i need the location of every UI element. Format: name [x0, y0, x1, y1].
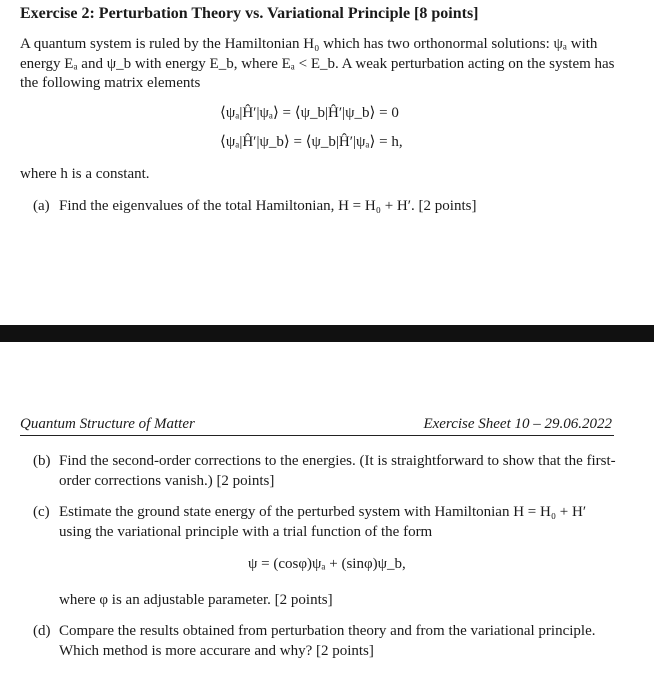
sheet-header-rule [20, 435, 614, 436]
equation-offdiagonal-elements: ⟨ψₐ|Ĥ′|ψ_b⟩ = ⟨ψ_b|Ĥ′|ψₐ⟩ = h, [220, 134, 403, 150]
part-d [33, 622, 618, 661]
equation-diagonal-elements: ⟨ψₐ|Ĥ′|ψₐ⟩ = ⟨ψ_b|Ĥ′|ψ_b⟩ = 0 [220, 105, 399, 121]
part-b [33, 452, 618, 491]
sheet-header [20, 416, 612, 433]
trial-function-equation: ψ = (cosφ)ψₐ + (sinφ)ψ_b, [248, 556, 406, 572]
part-d-text: Compare the results obtained from perturbation theory and from the variational principle. Which method is more accurare and why? [2 points] [59, 623, 596, 659]
part-a-label: (a) [33, 198, 50, 214]
part-b-text: Find the second-order corrections to the energies. (It is straightforward to show that the first-order corrections vanish.) [2 points] [59, 453, 616, 489]
part-c-label: (c) [33, 504, 50, 520]
part-c [33, 503, 618, 542]
sheet-header-sheet-info: Exercise Sheet 10 – 29.06.2022 [423, 416, 612, 432]
part-a-text: Find the eigenvalues of the total Hamiltonian, H = H₀ + H′. [2 points] [59, 198, 477, 214]
part-c-where: where φ is an adjustable parameter. [2 points] [59, 592, 333, 608]
page-divider-bar [0, 325, 654, 342]
part-a [33, 197, 618, 217]
where-text: where h is a constant. [20, 166, 150, 182]
exercise-title: Exercise 2: Perturbation Theory vs. Variational Principle [8 points] [20, 5, 479, 22]
exercise-intro: A quantum system is ruled by the Hamiltonian H₀ which has two orthonormal solutions: ψₐ with energy Eₐ and ψ_b with energy E_b, where Eₐ < E_b. A weak perturbation acting on the system has the following matrix elements [20, 36, 615, 91]
part-c-text: Estimate the ground state energy of the perturbed system with Hamiltonian H = H₀ + H′ using the variational principle with a trial function of the form [59, 504, 587, 540]
sheet-header-course: Quantum Structure of Matter [20, 416, 195, 432]
part-d-label: (d) [33, 623, 51, 639]
part-b-label: (b) [33, 453, 51, 469]
